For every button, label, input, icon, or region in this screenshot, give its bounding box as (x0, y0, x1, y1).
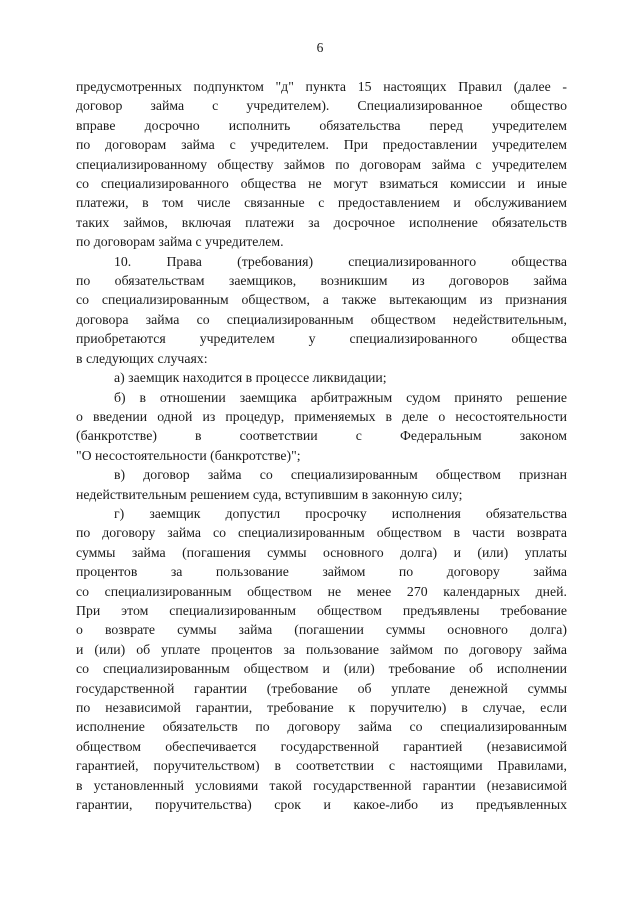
text-line: со специализированного общества не могут взиматься комиссии и иные (76, 176, 567, 192)
text-line: договора займа со специализированным обществом недействительным, (76, 311, 567, 327)
document-body (76, 77, 567, 814)
text-line: таких займов, включая платежи за досрочное исполнение обязательств (76, 214, 567, 230)
text-line: (банкротстве) в соответствии с Федеральным законом (76, 428, 567, 444)
text-line: вправе досрочно исполнить обязательства перед учредителем (76, 117, 567, 133)
text-line: о введении одной из процедур, применяемых в деле о несостоятельности (76, 408, 567, 424)
text-line: При этом специализированным обществом предъявлены требование (76, 602, 567, 618)
text-line: по договорам займа с учредителем. При предоставлении учредителем (76, 137, 567, 153)
text-line: гарантией, поручительством) в соответствии с настоящими Правилами, (76, 758, 567, 774)
paragraph-pv (76, 465, 567, 504)
text-line: приобретаются учредителем у специализированного общества (76, 331, 567, 347)
text-line: и (или) об уплате процентов за пользование займом по договору займа (76, 641, 567, 657)
page-number: 6 (316, 40, 324, 55)
text-line: платежи, в том числе связанные с предоставлением и обслуживанием (76, 195, 567, 211)
text-line: специализированному обществу займов по договорам займа с учредителем (76, 156, 567, 172)
text-line: договор займа с учредителем). Специализированное общество (76, 98, 567, 114)
text-line: процентов за пользование займом по договору займа (76, 564, 567, 580)
text-line: 10. Права (требования) специализированного общества (114, 253, 567, 269)
text-line: по договору займа со специализированным обществом в части возврата (76, 525, 567, 541)
text-line: по договорам займа с учредителем. (76, 234, 284, 250)
text-line: предусмотренных подпунктом "д" пункта 15 настоящих Правил (далее - (76, 79, 567, 94)
text-line: государственной гарантии (требование об уплате денежной суммы (76, 680, 567, 696)
text-line: со специализированным обществом, а также вытекающим из признания (76, 292, 567, 308)
text-line: о возврате суммы займа (погашении суммы основного долга) (76, 622, 567, 638)
paragraph-pa (76, 368, 567, 387)
text-line: "О несостоятельности (банкротстве)"; (76, 447, 301, 463)
text-line: обществом обеспечивается государственной гарантией (независимой (76, 738, 567, 754)
text-line: по обязательствам заемщиков, возникшим из договоров займа (76, 273, 567, 289)
text-line: суммы займа (погашения суммы основного долга) и (или) уплаты (76, 544, 567, 560)
text-line: недействительным решением суда, вступившим в законную силу; (76, 486, 463, 502)
text-line: а) заемщик находится в процессе ликвидации; (114, 370, 387, 386)
paragraph-p10 (76, 252, 567, 368)
paragraph-cont (76, 77, 567, 252)
text-line: б) в отношении заемщика арбитражным судом принято решение (114, 389, 567, 405)
text-line: со специализированным обществом не менее 270 календарных дней. (76, 583, 567, 599)
text-line: со специализированным обществом и (или) требование об исполнении (76, 661, 567, 677)
text-line: в установленный условиями такой государственной гарантии (независимой (76, 777, 567, 793)
paragraph-pb (76, 388, 567, 466)
text-line: г) заемщик допустил просрочку исполнения обязательства (114, 505, 567, 521)
paragraph-pg (76, 504, 567, 815)
text-line: в следующих случаях: (76, 350, 208, 366)
text-line: по независимой гарантии, требование к поручителю) в случае, если (76, 700, 567, 715)
text-line: исполнение обязательств по договору займа со специализированным (76, 719, 567, 735)
text-line: гарантии, поручительства) срок и какое-либо из предъявленных (76, 797, 567, 813)
text-line: в) договор займа со специализированным обществом признан (114, 467, 567, 483)
